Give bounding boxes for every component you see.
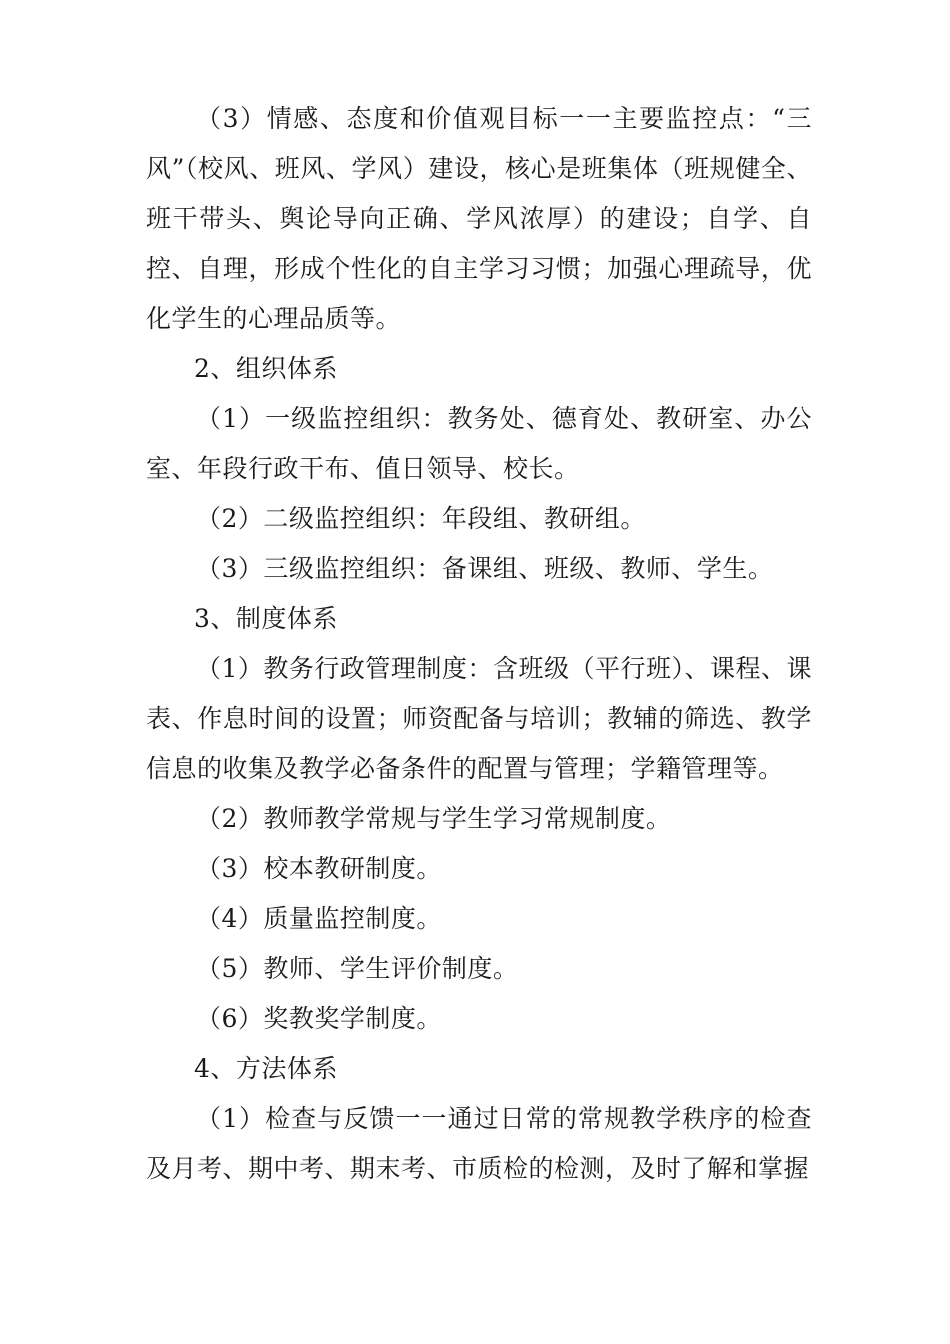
paragraph-teaching-routine: （2）教师教学常规与学生学习常规制度。 — [196, 804, 672, 833]
section-heading-system: 3、制度体系 — [194, 604, 338, 633]
section-heading-organization: 2、组织体系 — [194, 354, 338, 383]
paragraph-level2-org: （2）二级监控组织：年段组、教研组。 — [196, 504, 646, 533]
paragraph-school-research: （3）校本教研制度。 — [196, 854, 442, 883]
paragraph-affective-goals: （3）情感、态度和价值观目标一一主要监控点：“三风”（校风、班风、学风）建设，核心是班集体（班规健全、班干带头、舆论导向正确、学风浓厚）的建设；自学、自控、自理，形成个性化的自主学习习惯；加强心理疏导，优化学生的心理品质等。 — [146, 104, 812, 333]
paragraph-level3-org: （3）三级监控组织：备课组、班级、教师、学生。 — [196, 554, 774, 583]
paragraph-check-feedback: （1）检查与反馈一一通过日常的常规教学秩序的检查及月考、期中考、期末考、市质检的检测，及时了解和掌握 — [146, 1104, 812, 1183]
paragraph-level1-org: （1）一级监控组织：教务处、德育处、教研室、办公室、年段行政干布、值日领导、校长。 — [146, 404, 812, 483]
paragraph-evaluation: （5）教师、学生评价制度。 — [196, 954, 519, 983]
paragraph-rewards: （6）奖教奖学制度。 — [196, 1004, 442, 1033]
paragraph-quality-control: （4）质量监控制度。 — [196, 904, 442, 933]
paragraph-admin-system: （1）教务行政管理制度：含班级（平行班）、课程、课表、作息时间的设置；师资配备与培训；教辅的筛选、教学信息的收集及教学必备条件的配置与管理；学籍管理等。 — [146, 654, 812, 783]
section-heading-method: 4、方法体系 — [194, 1054, 338, 1083]
